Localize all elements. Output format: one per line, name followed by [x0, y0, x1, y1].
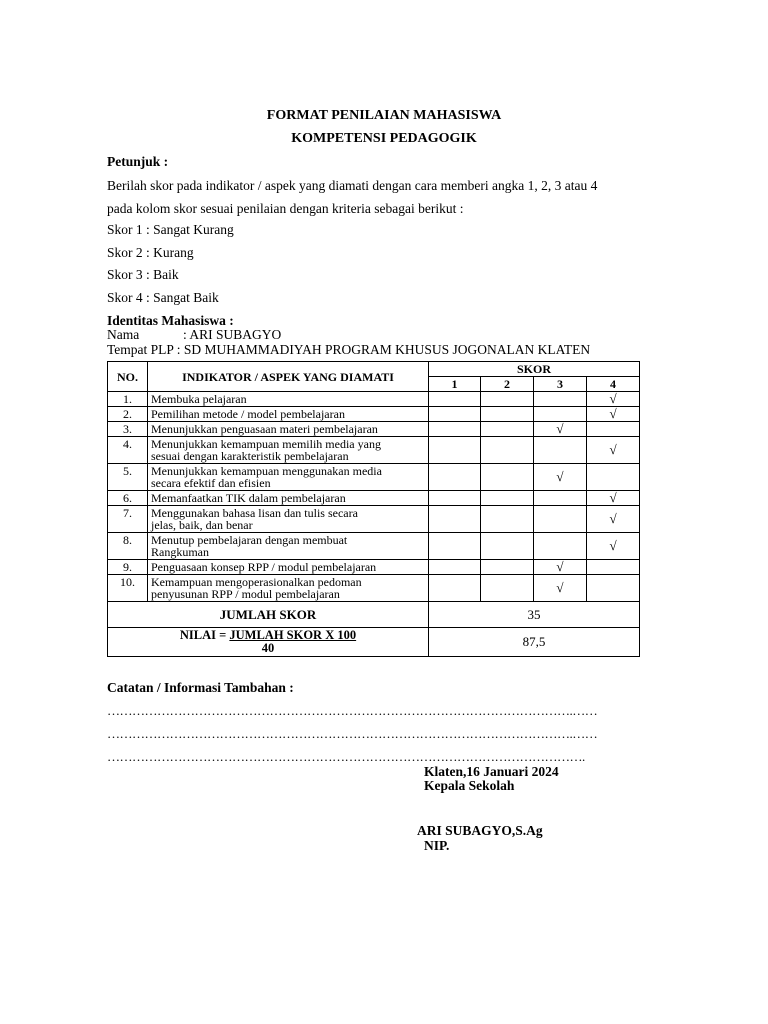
score-cell — [481, 407, 534, 422]
indicator-text: Menutup pembelajaran dengan membuat — [151, 533, 348, 547]
indicator-cell — [148, 407, 429, 422]
form-subtitle: KOMPETENSI PEDAGOGIK — [291, 131, 477, 146]
check-mark-icon: √ — [609, 442, 617, 457]
score-cell — [587, 506, 640, 533]
instructions-line-2: pada kolom skor sesuai penilaian dengan kriteria sebagai berikut : — [107, 201, 464, 216]
check-mark-icon: √ — [556, 559, 564, 574]
signature-place-date: Klaten,16 Januari 2024 — [424, 764, 559, 779]
check-mark-icon: √ — [609, 511, 617, 526]
assessment-table — [107, 361, 640, 657]
total-value: 35 — [429, 602, 640, 628]
score-cell — [534, 464, 587, 491]
score-cell — [429, 506, 481, 533]
instructions-heading: Petunjuk : — [107, 154, 169, 169]
indicator-rows — [108, 392, 640, 602]
indicator-text: jelas, baik, dan benar — [151, 518, 253, 532]
row-number: 4. — [108, 437, 148, 464]
score-cell — [534, 533, 587, 560]
score-cell — [429, 392, 481, 407]
indicator-text: Menggunakan bahasa lisan dan tulis secara — [151, 506, 358, 520]
score-cell — [429, 407, 481, 422]
notes-dotted-line: ………………………………………………………………………………………………….…… — [107, 703, 598, 718]
check-mark-icon: √ — [556, 421, 564, 436]
check-mark-icon: √ — [609, 406, 617, 421]
score-cell — [481, 533, 534, 560]
score-cell — [429, 560, 481, 575]
signature-nip: NIP. — [424, 838, 450, 853]
column-header-score: SKOR — [429, 362, 640, 377]
score-cell — [429, 575, 481, 602]
table-row — [108, 464, 640, 491]
score-column-header: 1 — [429, 377, 481, 392]
indicator-cell — [148, 506, 429, 533]
table-row — [108, 422, 640, 437]
plp-location: Tempat PLP : SD MUHAMMADIYAH PROGRAM KHUSUS JOGONALAN KLATEN — [107, 342, 591, 357]
instructions-line-1: Berilah skor pada indikator / aspek yang diamati dengan cara memberi angka 1, 2, 3 atau 4 — [107, 178, 598, 193]
criteria-item: Skor 3 : Baik — [107, 267, 179, 282]
check-mark-icon: √ — [609, 490, 617, 505]
score-cell — [481, 491, 534, 506]
score-cell — [534, 422, 587, 437]
indicator-text: Membuka pelajaran — [151, 392, 247, 406]
table-row — [108, 533, 640, 560]
indicator-text: secara efektif dan efisien — [151, 476, 271, 490]
indicator-text: penyusunan RPP / modul pembelajaran — [151, 587, 340, 601]
name-value: : ARI SUBAGYO — [183, 327, 282, 342]
score-cell — [587, 491, 640, 506]
score-cell — [534, 437, 587, 464]
table-row — [108, 560, 640, 575]
score-cell — [534, 392, 587, 407]
form-title: FORMAT PENILAIAN MAHASISWA — [266, 108, 502, 123]
indicator-text: Memanfaatkan TIK dalam pembelajaran — [151, 491, 346, 505]
table-row — [108, 575, 640, 602]
signature-role: Kepala Sekolah — [424, 778, 515, 793]
check-mark-icon: √ — [609, 538, 617, 553]
signature-name: ARI SUBAGYO,S.Ag — [417, 823, 543, 838]
indicator-cell — [148, 533, 429, 560]
score-cell — [429, 533, 481, 560]
indicator-cell — [148, 560, 429, 575]
score-cell — [481, 506, 534, 533]
row-number: 2. — [108, 407, 148, 422]
indicator-text: sesuai dengan karakteristik pembelajaran — [151, 449, 349, 463]
criteria-item: Skor 2 : Kurang — [107, 245, 194, 260]
criteria-item: Skor 1 : Sangat Kurang — [107, 222, 234, 237]
row-number: 10. — [108, 575, 148, 602]
indicator-cell — [148, 491, 429, 506]
identity-heading: Identitas Mahasiswa : — [107, 313, 234, 328]
table-row — [108, 506, 640, 533]
score-cell — [429, 437, 481, 464]
indicator-text: Menunjukkan kemampuan menggunakan media — [151, 464, 382, 478]
score-cell — [587, 437, 640, 464]
check-mark-icon: √ — [556, 580, 564, 595]
row-number: 5. — [108, 464, 148, 491]
table-row — [108, 407, 640, 422]
score-cell — [429, 422, 481, 437]
table-row — [108, 491, 640, 506]
score-cell — [534, 575, 587, 602]
notes-dotted-line: ………………………………………………………………………………………………….…… — [107, 726, 598, 741]
score-cell — [481, 560, 534, 575]
indicator-text: Menunjukkan kemampuan memilih media yang — [151, 437, 381, 451]
column-header-indicator: INDIKATOR / ASPEK YANG DIAMATI — [148, 362, 429, 392]
indicator-cell — [148, 575, 429, 602]
score-cell — [429, 491, 481, 506]
notes-dotted-line: ……………………………………………………………………………………………………. — [107, 749, 585, 764]
score-cell — [481, 437, 534, 464]
score-cell — [587, 560, 640, 575]
nilai-row — [108, 628, 640, 657]
indicator-cell — [148, 422, 429, 437]
score-cell — [534, 560, 587, 575]
table-row — [108, 437, 640, 464]
score-cell — [534, 506, 587, 533]
check-mark-icon: √ — [556, 469, 564, 484]
indicator-text: Penguasaan konsep RPP / modul pembelajaran — [151, 560, 377, 574]
indicator-text: Rangkuman — [151, 545, 209, 559]
row-number: 7. — [108, 506, 148, 533]
row-number: 6. — [108, 491, 148, 506]
score-cell — [481, 464, 534, 491]
notes-heading: Catatan / Informasi Tambahan : — [107, 680, 294, 695]
indicator-cell — [148, 464, 429, 491]
nilai-prefix: NILAI = — [179, 628, 230, 642]
score-cell — [587, 392, 640, 407]
row-number: 8. — [108, 533, 148, 560]
total-label: JUMLAH SKOR — [108, 602, 429, 628]
indicator-text: Kemampuan mengoperasionalkan pedoman — [151, 575, 362, 589]
nilai-numerator: JUMLAH SKOR X 100 — [229, 628, 357, 642]
row-number: 3. — [108, 422, 148, 437]
row-number: 1. — [108, 392, 148, 407]
indicator-cell — [148, 392, 429, 407]
nilai-value: 87,5 — [429, 628, 640, 657]
row-number: 9. — [108, 560, 148, 575]
score-column-header: 2 — [481, 377, 534, 392]
indicator-cell — [148, 437, 429, 464]
indicator-text: Pemilihan metode / model pembelajaran — [151, 407, 345, 421]
indicator-text: Menunjukkan penguasaan materi pembelajaran — [151, 422, 378, 436]
score-cell — [587, 464, 640, 491]
score-cell — [587, 422, 640, 437]
score-cell — [429, 464, 481, 491]
check-mark-icon: √ — [609, 391, 617, 406]
score-cell — [587, 575, 640, 602]
criteria-item: Skor 4 : Sangat Baik — [107, 290, 219, 305]
score-cell — [587, 533, 640, 560]
column-header-no: NO. — [108, 362, 148, 392]
score-column-header: 4 — [587, 377, 640, 392]
name-label: Nama — [107, 327, 140, 342]
score-cell — [534, 407, 587, 422]
nilai-formula — [108, 628, 429, 657]
score-cell — [481, 422, 534, 437]
nilai-denominator: 40 — [261, 641, 275, 655]
score-cell — [587, 407, 640, 422]
score-column-header: 3 — [534, 377, 587, 392]
total-row — [108, 602, 640, 628]
score-cell — [534, 491, 587, 506]
table-row — [108, 392, 640, 407]
score-cell — [481, 575, 534, 602]
score-cell — [481, 392, 534, 407]
